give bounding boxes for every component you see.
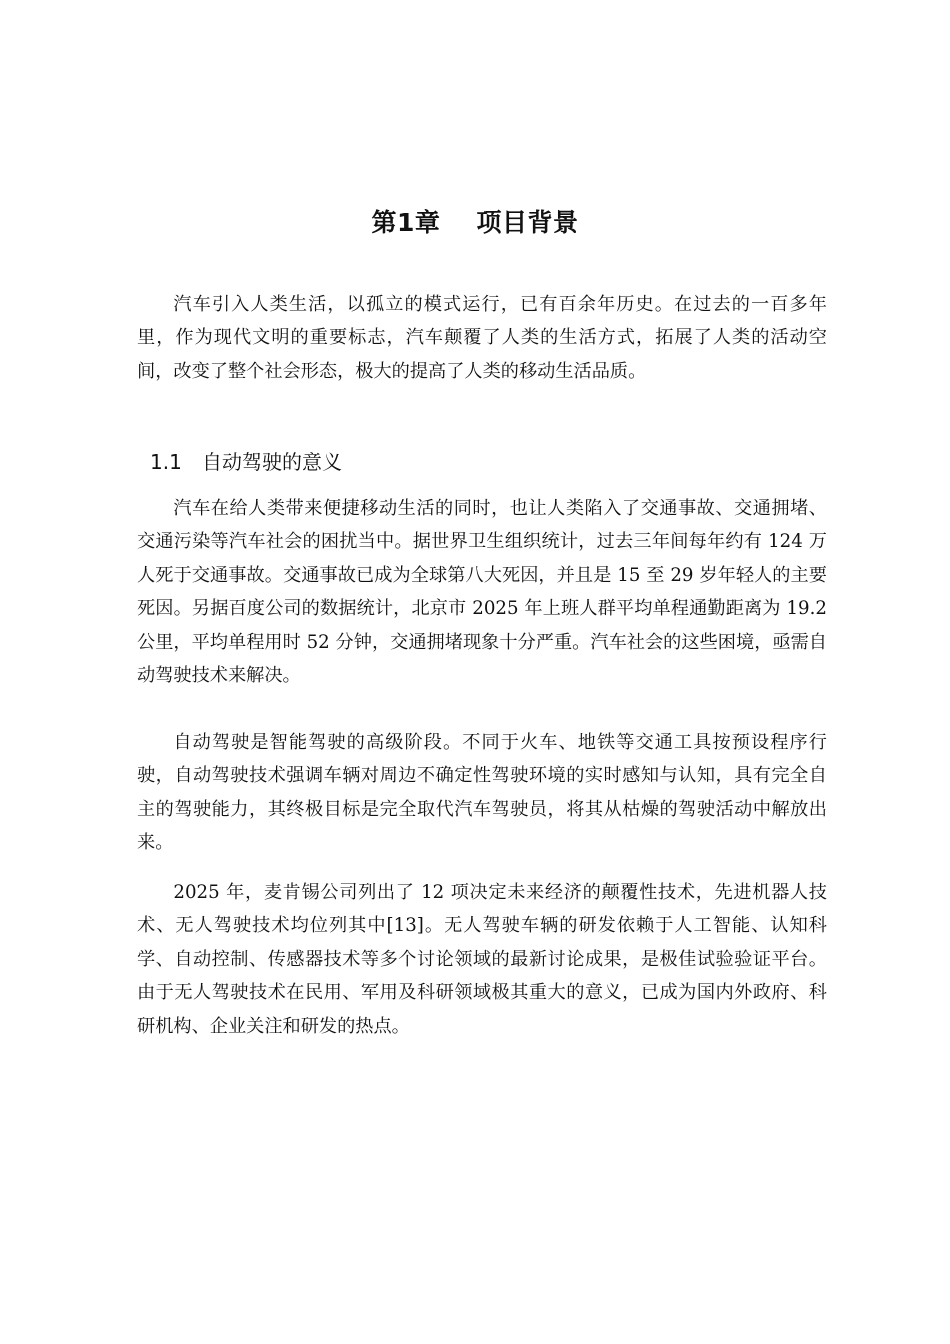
body-paragraph: 2025 年，麦肯锡公司列出了 12 项决定未来经济的颠覆性技术，先进机器人技术、无人驾驶技术均位列其中[13]。无人驾驶车辆的研发依赖于人工智能、认知科学、自动控制、传感器技术等多个讨论领域的最新讨论成果，是极佳试验验证平台。由于无人驾驶技术在民用、军用及科研领域极其重大的意义，已成为国内外政府、科研机构、企业关注和研发的热点。 [137,882,827,1037]
section-heading [150,446,342,478]
body-paragraph: 自动驾驶是智能驾驶的高级阶段。不同于火车、地铁等交通工具按预设程序行驶，自动驾驶技术强调车辆对周边不确定性驾驶环境的实时感知与认知，具有完全自主的驾驶能力，其终极目标是完全取代汽车驾驶员，将其从枯燥的驾驶活动中解放出来。 [137,732,827,854]
chapter-number: 第1章 [371,208,441,237]
body-paragraph: 汽车在给人类带来便捷移动生活的同时，也让人类陷入了交通事故、交通拥堵、交通污染等汽车社会的困扰当中。据世界卫生组织统计，过去三年间每年约有 124 万人死于交通事故。交通事故已成为全球第八大死因，并且是 15 至 29 岁年轻人的主要死因。另据百度公司的数据统计，北京市 2025 年上班人群平均单程通勤距离为 19.2 公里，平均单程用时 52 分钟，交通拥堵现象十分严重。汽车社会的这些困境，亟需自动驾驶技术来解决。 [137,498,827,687]
section-title: 自动驾驶的意义 [202,450,342,474]
section-number: 1.1 [150,450,182,474]
intro-paragraph: 汽车引入人类生活，以孤立的模式运行，已有百余年历史。在过去的一百多年里，作为现代文明的重要标志，汽车颠覆了人类的生活方式，拓展了人类的活动空间，改变了整个社会形态，极大的提高了人类的移动生活品质。 [137,294,827,382]
chapter-title: 项目背景 [476,208,579,237]
chapter-heading [0,204,950,242]
